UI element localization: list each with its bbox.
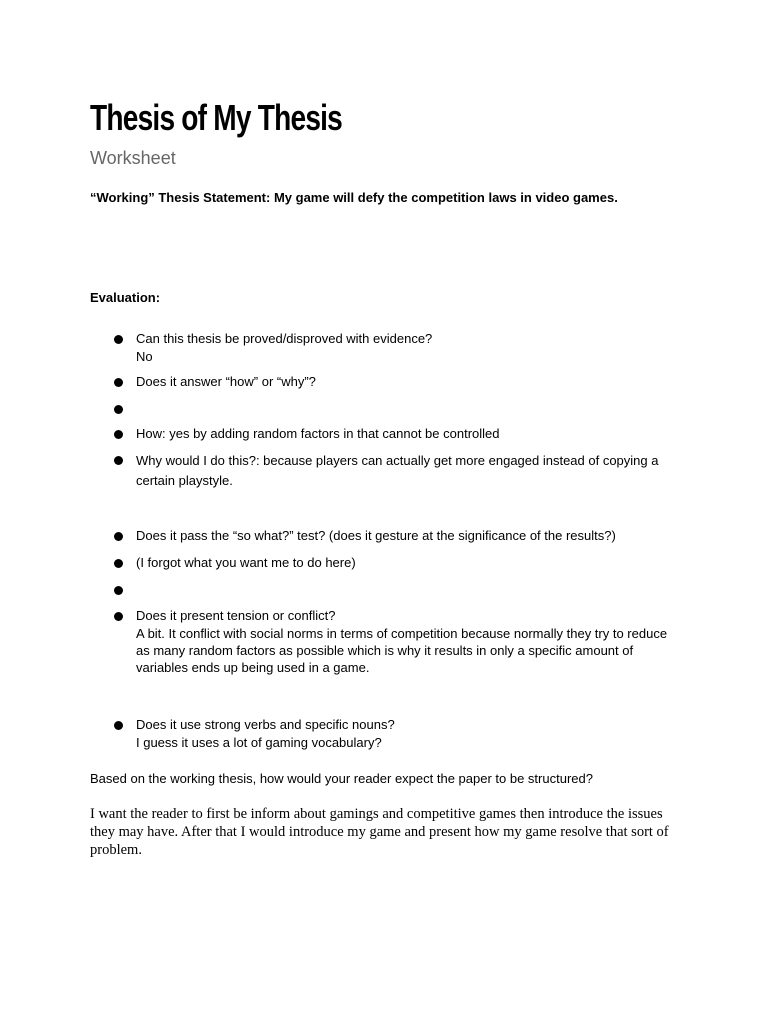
list-item <box>114 373 674 391</box>
list-item-text: How: yes by adding random factors in that cannot be controlled <box>136 426 500 441</box>
bullet-icon <box>114 559 123 568</box>
bullet-icon <box>114 532 123 541</box>
list-item-answer: I guess it uses a lot of gaming vocabulary? <box>136 735 382 750</box>
bullet-icon <box>114 612 123 621</box>
evaluation-heading: Evaluation: <box>90 290 161 305</box>
page-title: Thesis of My Thesis <box>90 97 343 138</box>
bullet-icon <box>114 456 123 465</box>
list-item <box>114 716 674 751</box>
list-item-text: Does it answer “how” or “why”? <box>136 374 316 389</box>
list-item-text: Does it pass the “so what?” test? (does it gesture at the significance of the results?) <box>136 528 616 543</box>
list-item-text: Can this thesis be proved/disproved with evidence? <box>136 331 433 346</box>
list-item-answer: A bit. It conflict with social norms in terms of competition because normally they try to reduce as many random factors as possible which is why it results in only a specific amount of variables ends up being used in a game. <box>136 626 668 675</box>
bullet-icon <box>114 405 123 414</box>
thesis-statement: “Working” Thesis Statement: My game will defy the competition laws in video games. <box>90 190 618 205</box>
list-item-text: Why would I do this?: because players can actually get more engaged instead of copying a certain playstyle. <box>136 453 659 488</box>
bullet-icon <box>114 721 123 730</box>
list-item <box>114 425 674 443</box>
list-item <box>114 607 674 676</box>
list-item <box>114 527 674 545</box>
bullet-icon <box>114 378 123 387</box>
list-item-text: (I forgot what you want me to do here) <box>136 555 356 570</box>
list-item <box>114 330 674 365</box>
structure-question: Based on the working thesis, how would your reader expect the paper to be structured? <box>90 771 593 786</box>
bullet-icon <box>114 335 123 344</box>
list-item-text: Does it present tension or conflict? <box>136 608 336 623</box>
list-item-answer: No <box>136 349 153 364</box>
bullet-icon <box>114 430 123 439</box>
list-item-text: Does it use strong verbs and specific nouns? <box>136 717 395 732</box>
page-subtitle: Worksheet <box>90 148 176 168</box>
list-item <box>114 554 674 572</box>
structure-answer: I want the reader to first be inform about gamings and competitive games then introduce the issues they may have. After that I would introduce my game and present how my game resolve that sort of problem. <box>90 806 669 858</box>
list-item <box>114 451 674 491</box>
bullet-icon <box>114 586 123 595</box>
